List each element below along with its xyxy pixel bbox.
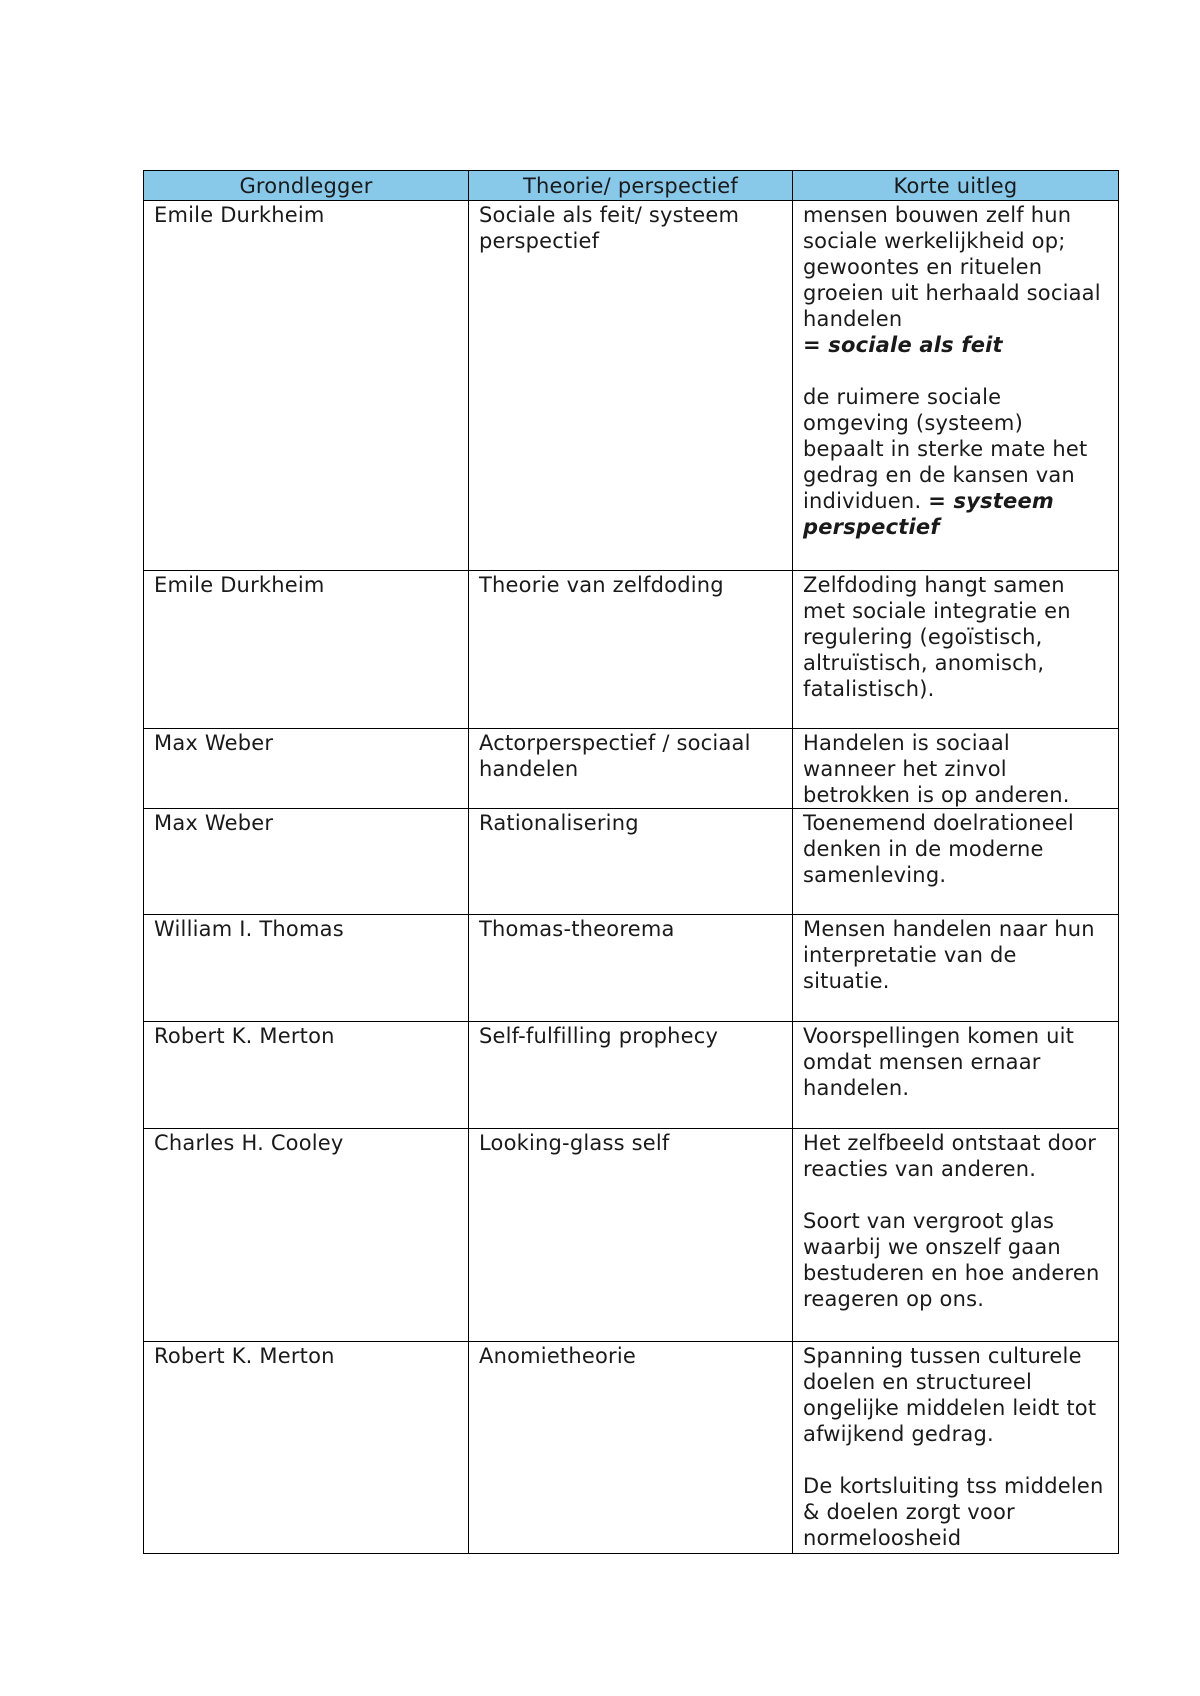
explanation-emphasis: = sociale als feit bbox=[803, 333, 1003, 357]
explanation-emphasis: = systeem perspectief bbox=[803, 489, 1055, 539]
table-row bbox=[144, 729, 1119, 809]
table-row bbox=[144, 201, 1119, 571]
theory-cell: Anomietheorie bbox=[469, 1342, 793, 1554]
explanation-text: mensen bouwen zelf hun sociale werkelijkheid op; gewoontes en rituelen groeien uit herhaald sociaal handelen bbox=[803, 203, 1101, 331]
founder-cell: Max Weber bbox=[144, 729, 469, 809]
theory-cell: Sociale als feit/ systeem perspectief bbox=[469, 201, 793, 571]
explanation-cell: Zelfdoding hangt samen met sociale integratie en regulering (egoïstisch, altruïstisch, anomisch, fatalistisch). bbox=[793, 571, 1119, 729]
founder-cell: Max Weber bbox=[144, 809, 469, 915]
founder-cell: William I. Thomas bbox=[144, 915, 469, 1022]
theory-cell: Looking-glass self bbox=[469, 1129, 793, 1342]
theory-cell: Thomas-theorema bbox=[469, 915, 793, 1022]
explanation-paragraph: Spanning tussen culturele doelen en structureel ongelijke middelen leidt tot afwijkend gedrag. bbox=[803, 1344, 1097, 1446]
founder-cell: Charles H. Cooley bbox=[144, 1129, 469, 1342]
explanation-paragraph: Soort van vergroot glas waarbij we onszelf gaan bestuderen en hoe anderen reageren op ons. bbox=[803, 1209, 1100, 1311]
theory-cell: Actorperspectief / sociaal handelen bbox=[469, 729, 793, 809]
explanation-cell: Handelen is sociaal wanneer het zinvol betrokken is op anderen. bbox=[793, 729, 1119, 809]
explanation-cell bbox=[793, 201, 1119, 571]
header-theory: Theorie/ perspectief bbox=[469, 171, 793, 201]
table-row bbox=[144, 809, 1119, 915]
explanation-paragraph bbox=[803, 384, 1108, 540]
explanation-paragraph: De kortsluiting tss middelen & doelen zorgt voor normeloosheid bbox=[803, 1474, 1104, 1550]
founder-cell: Robert K. Merton bbox=[144, 1022, 469, 1129]
table-row bbox=[144, 1129, 1119, 1342]
table-row bbox=[144, 1342, 1119, 1554]
explanation-paragraph bbox=[803, 202, 1108, 358]
header-explanation: Korte uitleg bbox=[793, 171, 1119, 201]
founder-cell: Emile Durkheim bbox=[144, 201, 469, 571]
header-founder: Grondlegger bbox=[144, 171, 469, 201]
explanation-cell: Voorspellingen komen uit omdat mensen ernaar handelen. bbox=[793, 1022, 1119, 1129]
explanation-cell bbox=[793, 1129, 1119, 1342]
explanation-paragraph: Het zelfbeeld ontstaat door reacties van anderen. bbox=[803, 1131, 1097, 1181]
explanation-cell: Toenemend doelrationeel denken in de moderne samenleving. bbox=[793, 809, 1119, 915]
theory-cell: Self-fulfilling prophecy bbox=[469, 1022, 793, 1129]
theory-cell: Theorie van zelfdoding bbox=[469, 571, 793, 729]
header-row bbox=[144, 171, 1119, 201]
table-row bbox=[144, 1022, 1119, 1129]
theory-table bbox=[143, 170, 1119, 1554]
table-row bbox=[144, 915, 1119, 1022]
founder-cell: Emile Durkheim bbox=[144, 571, 469, 729]
explanation-cell: Mensen handelen naar hun interpretatie van de situatie. bbox=[793, 915, 1119, 1022]
explanation-cell bbox=[793, 1342, 1119, 1554]
theory-cell: Rationalisering bbox=[469, 809, 793, 915]
explanation-text: de ruimere sociale omgeving (systeem) bepaalt in sterke mate het gedrag en de kansen van individuen. bbox=[803, 385, 1088, 513]
founder-cell: Robert K. Merton bbox=[144, 1342, 469, 1554]
table-row bbox=[144, 571, 1119, 729]
